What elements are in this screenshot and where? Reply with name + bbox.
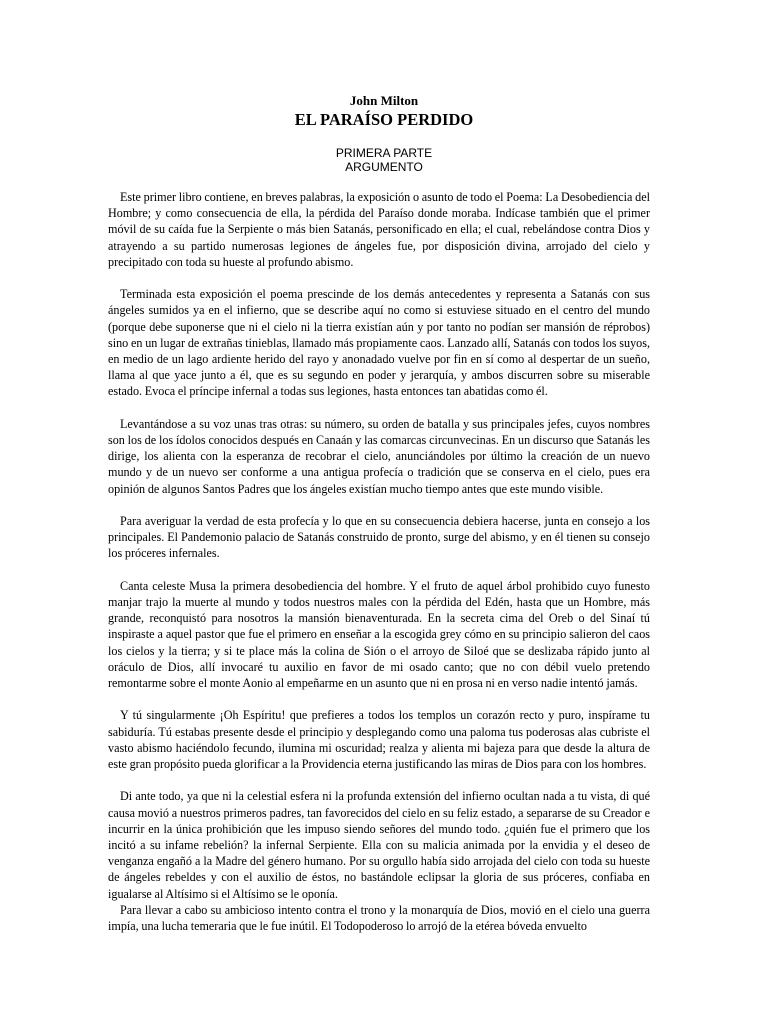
paragraph: Canta celeste Musa la primera desobediencia del hombre. Y el fruto de aquel árbol prohibido cuyo funesto manjar trajo la muerte al mundo y todos nuestros males con la pérdida del Edén, hasta que un Hombre, más grande, reconquistó para nosotros la mansión bienaventurada. En la secreta cima del Oreb o del Sinaí tú inspiraste a aquel pastor que fue el primero en enseñar a la escogida grey cómo en su principio salieron del caos los cielos y la tierra; y si te place más la colina de Sión o el arroyo de Siloé que se deslizaba rápido junto al oráculo de Dios, allí invocaré tu auxilio en favor de mi osado canto; que no con débil vuelo pretendo remontarme sobre el monte Aonio al empeñarme en un asunto que ni en prosa ni en verso nadie intentó jamás. <box>108 578 650 691</box>
document-header <box>0 93 768 130</box>
paragraph: Este primer libro contiene, en breves palabras, la exposición o asunto de todo el Poema: La Desobediencia del Hombre; y como consecuencia de ella, la pérdida del Paraíso donde moraba. Indícase también que el primer móvil de su caída fue la Serpiente o más bien Satanás, personificado en ella; el cual, rebelándose contra Dios y atrayendo a su partido numerosas legiones de ángeles fue, por disposición divina, arrojado del cielo y precipitado con toda su hueste al profundo abismo. <box>108 190 650 269</box>
part-label: PRIMERA PARTE <box>335 146 433 160</box>
author-name: John Milton <box>349 93 419 108</box>
book-title: EL PARAÍSO PERDIDO <box>294 110 474 129</box>
paragraph: Para averiguar la verdad de esta profecía y lo que en su consecuencia debiera hacerse, junta en consejo a los principales. El Pandemonio palacio de Satanás construido de pronto, surge del abismo, y en él tienen su consejo los próceres infernales. <box>108 514 650 561</box>
paragraph: Para llevar a cabo su ambicioso intento contra el trono y la monarquía de Dios, movió en el cielo una guerra impía, una lucha temeraria que le fue inútil. El Todopoderoso lo arrojó de la etérea bóveda envuelto <box>108 902 650 934</box>
paragraph: Di ante todo, ya que ni la celestial esfera ni la profunda extensión del infierno ocultan nada a tu vista, di qué causa movió a nuestros primeros padres, tan favorecidos del cielo en su feliz estado, a separarse de su Creador e incurrir en la única prohibición que les impuso siendo señores del mundo todo. ¿quién fue el primero que los incitó a su infame rebelión? la infernal Serpiente. Ella con su malicia animada por la envidia y el deseo de venganza engañó a la Madre del género humano. Por su orgullo había sido arrojada del cielo con toda su hueste de ángeles rebeldes y con el auxilio de éstos, no bastándole eclipsar la gloria de sus próceres, confiaba en igualarse al Altísimo si el Altísimo se le oponía. <box>108 789 650 901</box>
section-label: ARGUMENTO <box>345 160 423 174</box>
paragraph: Levantándose a su voz unas tras otras: su número, su orden de batalla y sus principales jefes, cuyos nombres son los de los ídolos conocidos después en Canaán y las comarcas circunvecinas. En un discurso que Satanás les dirige, los alienta con la esperanza de recobrar el cielo, anunciándoles por último la creación de un nuevo mundo y de un nuevo ser conforme a una antigua profecía o tradición que se conserva en el cielo, pues era opinión de algunos Santos Padres que los ángeles existían mucho tiempo antes que este mundo visible. <box>108 416 650 496</box>
paragraph: Terminada esta exposición el poema prescinde de los demás antecedentes y representa a Satanás con sus ángeles sumidos ya en el infierno, que se describe aquí no como si estuviese situado en el centro del mundo (porque debe suponerse que ni el cielo ni la tierra existían aún y por tanto no podían ser mansión de réprobos) sino en un lugar de extrañas tinieblas, llamado más propiamente caos. Lanzado allí, Satanás con todos los suyos, en medio de un lago ardiente herido del rayo y anonadado vuelve por fin en sí como al despertar de un sueño, llama al que yace junto a él, que es su segundo en poder y jerarquía, y ambos discurren sobre su miserable estado. Evoca el príncipe infernal a todas sus legiones, hasta entonces tan abatidas como él. <box>108 287 650 399</box>
paragraph: Y tú singularmente ¡Oh Espíritu! que prefieres a todos los templos un corazón recto y puro, inspírame tu sabiduría. Tú estabas presente desde el principio y desplegando como una paloma tus poderosas alas cubriste el vasto abismo haciéndolo fecundo, ilumina mi oscuridad; realza y alienta mi bajeza para que desde la altura de este gran propósito pueda glorificar a la Providencia eterna justificando las miras de Dios para con los hombres. <box>108 708 650 772</box>
section-heading <box>0 146 768 174</box>
body-text <box>108 189 650 934</box>
